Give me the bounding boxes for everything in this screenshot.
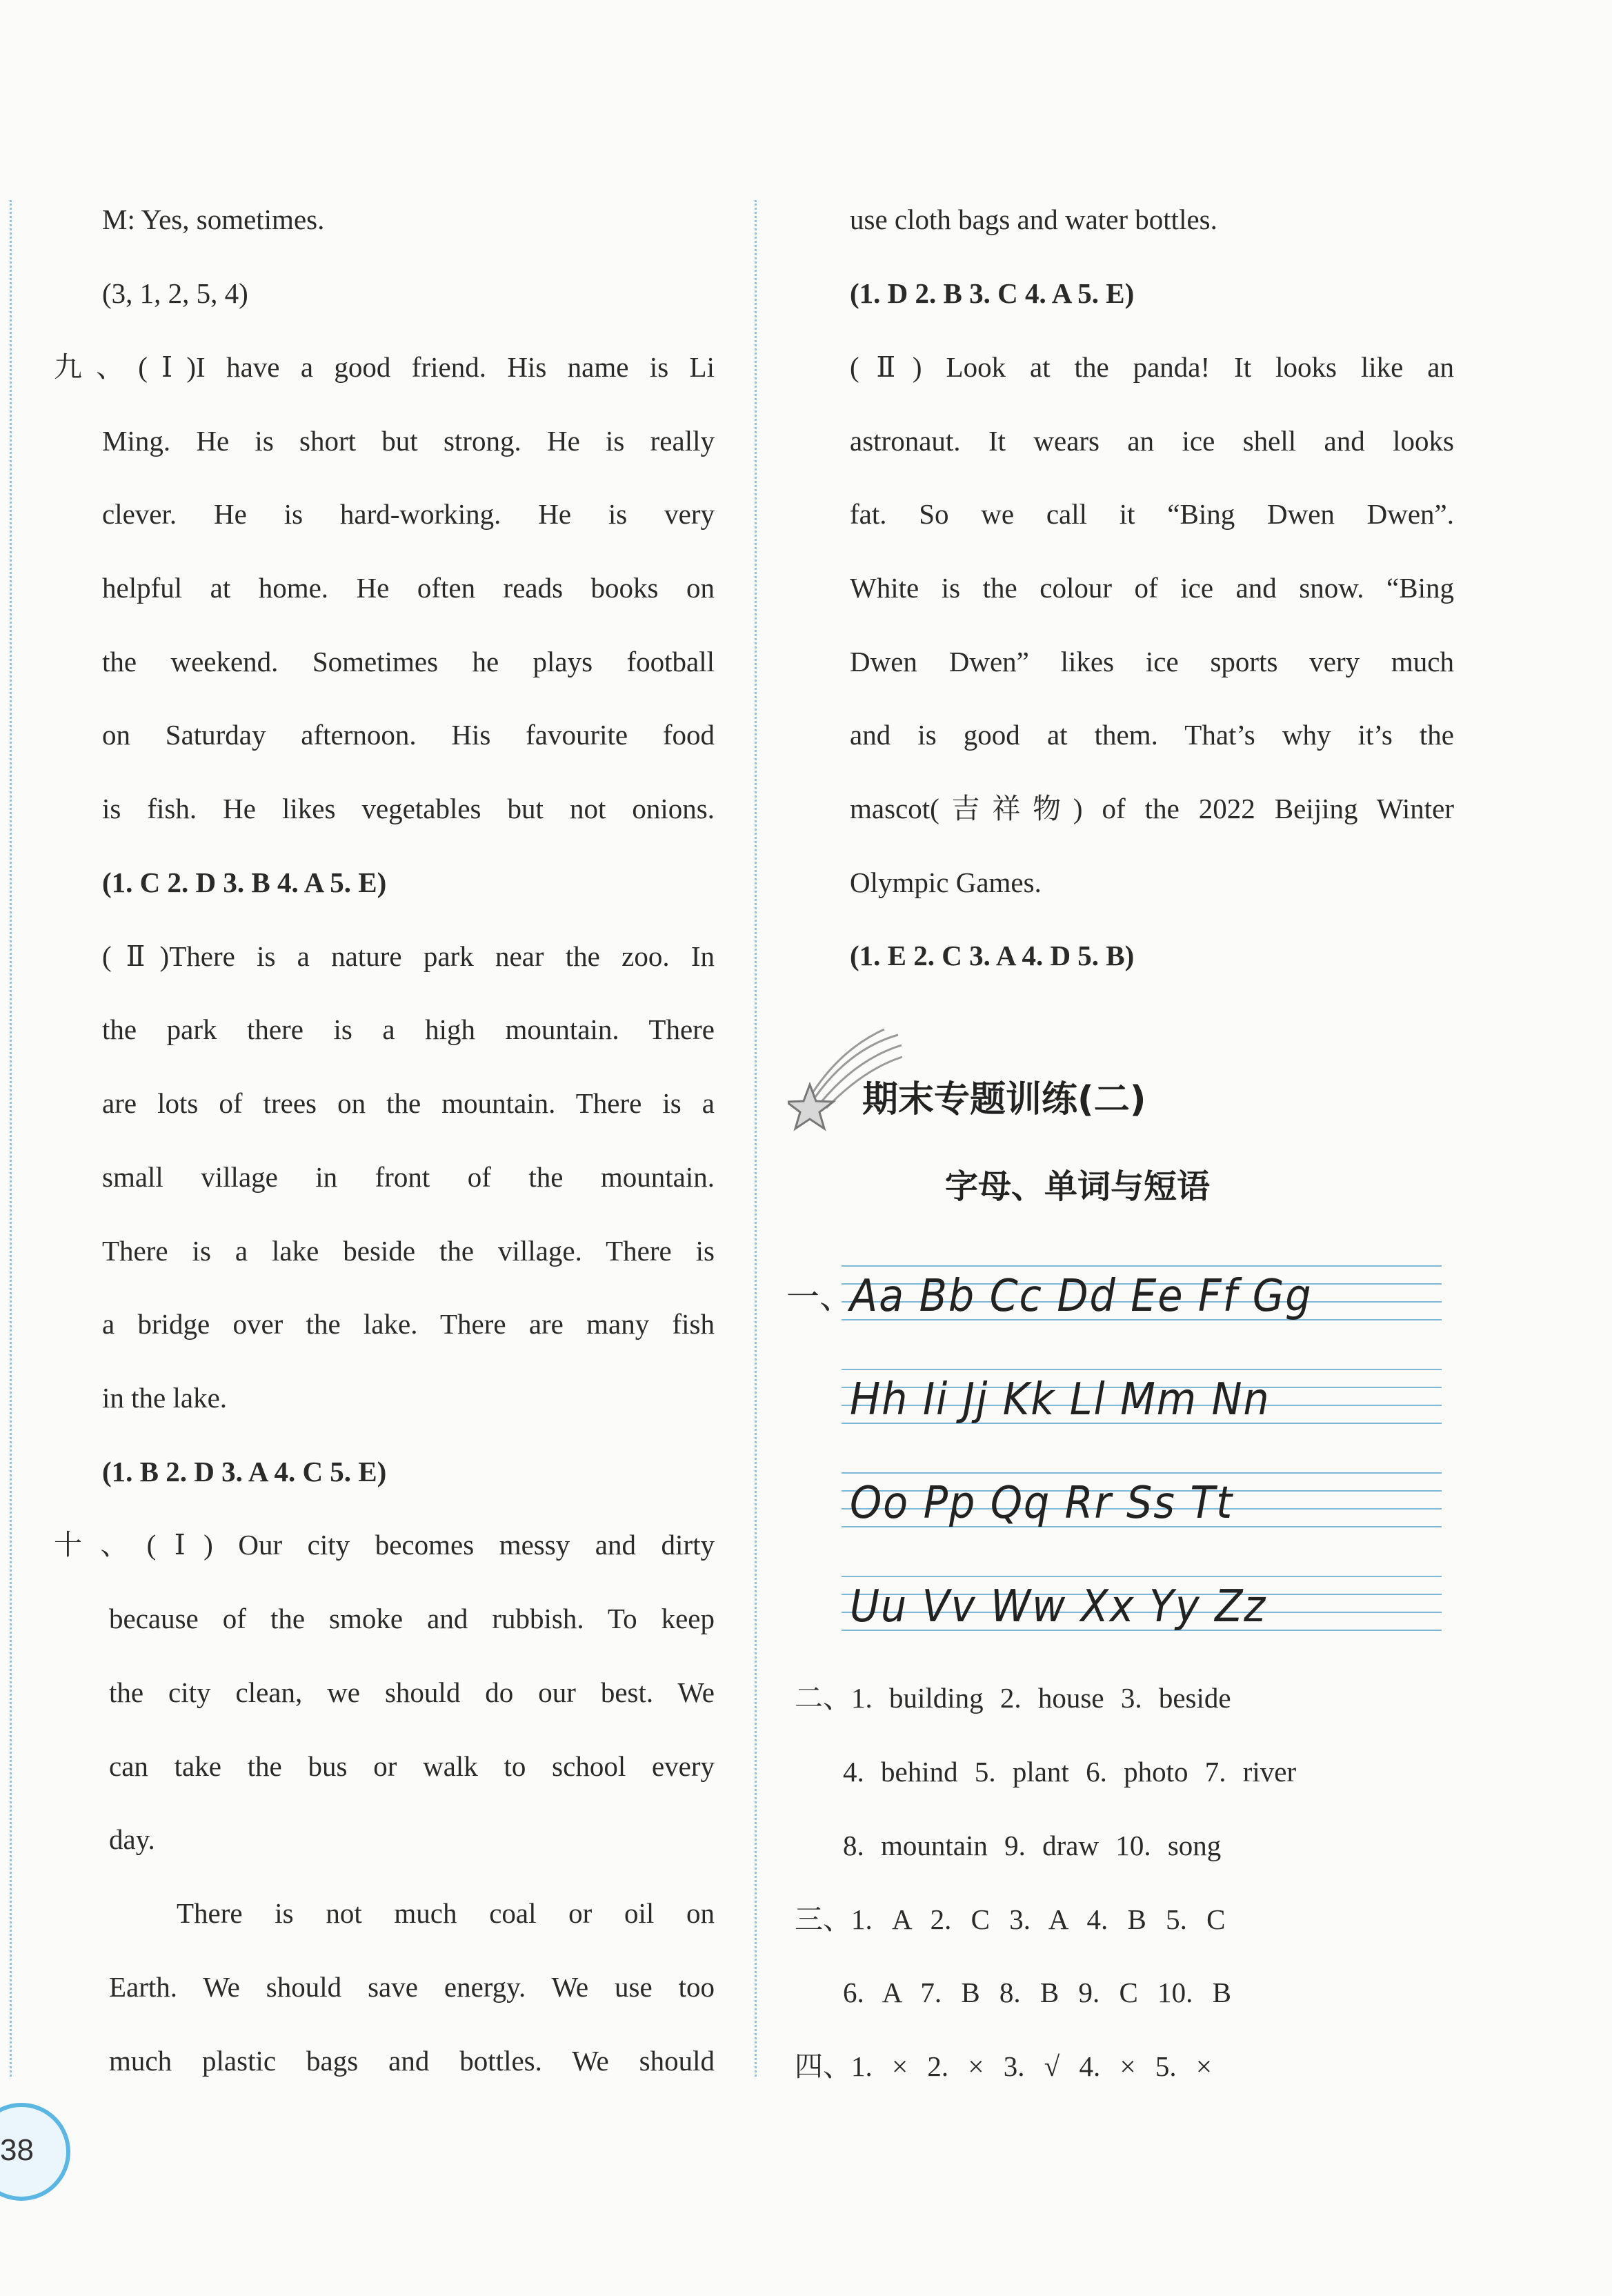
column-divider-rule (755, 200, 757, 2077)
answer-line: 6. A 7. B 8. B 9. C 10. B (843, 1977, 1231, 2008)
text-line: much plastic bags and bottles. We should (109, 2045, 715, 2077)
answer-line: (1. D 2. B 3. C 4. A 5. E) (850, 277, 1135, 309)
answer-line: 8. mountain 9. draw 10. song (843, 1830, 1222, 1861)
text-line: is fish. He likes vegetables but not onions. (102, 793, 715, 824)
alphabet-row: Oo Pp Qq Rr Ss Tt (850, 1478, 1234, 1529)
text-line: and is good at them. That’s why it’s the (850, 719, 1454, 751)
handwriting-row (842, 1576, 1442, 1645)
question-number: 一、 (786, 1278, 853, 1316)
text-line: fat. So we call it “Bing Dwen Dwen”. (850, 498, 1454, 530)
answer-line: (1. B 2. D 3. A 4. C 5. E) (102, 1456, 387, 1487)
text-line: mascot(吉祥物) of the 2022 Beijing Winter (850, 793, 1454, 824)
text-line: There is not much coal or oil on (177, 1897, 715, 1929)
text-line: astronaut. It wears an ice shell and looks (850, 425, 1454, 457)
text-line: the weekend. Sometimes he plays football (102, 646, 715, 677)
text-line: helpful at home. He often reads books on (102, 572, 715, 604)
alphabet-row: Aa Bb Cc Dd Ee Ff Gg (850, 1271, 1313, 1322)
text-line: clever. He is hard-working. He is very (102, 498, 715, 530)
page-number: 38 (0, 2133, 34, 2167)
text-line: Earth. We should save energy. We use too (109, 1971, 715, 2003)
answer-line: 4. behind 5. plant 6. photo 7. river (843, 1756, 1297, 1788)
text-line: use cloth bags and water bottles. (850, 204, 1217, 235)
text-line: the park there is a high mountain. There (102, 1013, 715, 1045)
text-line: (Ⅱ)There is a nature park near the zoo. In (102, 940, 715, 972)
alphabet-row: Uu Vv Ww Xx Yy Zz (850, 1581, 1267, 1632)
handwriting-row (842, 1472, 1442, 1541)
section-subtitle: 字母、单词与短语 (945, 1167, 1211, 1206)
text-line: White is the colour of ice and snow. “Bing (850, 572, 1454, 604)
text-line: 九、(Ⅰ)I have a good friend. His name is Li (54, 351, 715, 383)
handwriting-row (842, 1265, 1442, 1334)
left-margin-rule (10, 200, 12, 2077)
text-line: Olympic Games. (850, 867, 1042, 898)
text-line: can take the bus or walk to school every (109, 1750, 715, 1782)
text-line: There is a lake beside the village. There is (102, 1235, 715, 1267)
text-line: the city clean, we should do our best. We (109, 1676, 715, 1708)
text-line: Dwen Dwen” likes ice sports very much (850, 646, 1454, 677)
answer-line: 四、1. × 2. × 3. √ 4. × 5. × (795, 2050, 1212, 2082)
text-line: are lots of trees on the mountain. There is a (102, 1087, 715, 1119)
alphabet-row: Hh Ii Jj Kk Ll Mm Nn (850, 1374, 1271, 1425)
section-title: 期末专题训练(二) (862, 1079, 1146, 1120)
answer-line: (1. C 2. D 3. B 4. A 5. E) (102, 867, 387, 898)
text-line: 十、(Ⅰ) Our city becomes messy and dirty (54, 1529, 715, 1561)
handwriting-row (842, 1369, 1442, 1438)
answer-line: 二、1. building 2. house 3. beside (795, 1682, 1231, 1714)
text-line: small village in front of the mountain. (102, 1161, 715, 1193)
text-line: (Ⅱ) Look at the panda! It looks like an (850, 351, 1454, 383)
text-line: M: Yes, sometimes. (102, 204, 325, 235)
text-line: day. (109, 1823, 155, 1855)
text-line: on Saturday afternoon. His favourite food (102, 719, 715, 751)
text-line: because of the smoke and rubbish. To keep (109, 1603, 715, 1634)
answer-line: (1. E 2. C 3. A 4. D 5. B) (850, 940, 1135, 971)
text-line: a bridge over the lake. There are many fish (102, 1308, 715, 1340)
text-line: in the lake. (102, 1382, 228, 1414)
answer-line: 三、1. A 2. C 3. A 4. B 5. C (795, 1903, 1226, 1935)
answer-line: (3, 1, 2, 5, 4) (102, 277, 248, 309)
text-line: Ming. He is short but strong. He is really (102, 425, 715, 457)
